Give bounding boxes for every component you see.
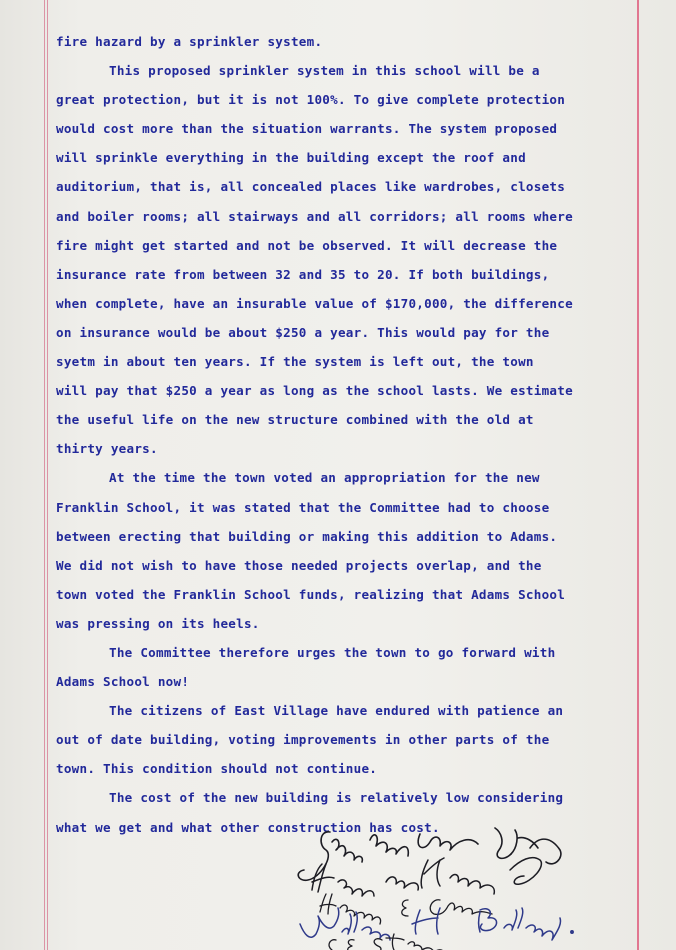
text-line: The citizens of East Village have endured with patience an bbox=[109, 703, 564, 719]
text-line: We did not wish to have those needed projects overlap, and the bbox=[56, 557, 542, 573]
signature-block bbox=[290, 820, 670, 950]
text-line: The cost of the new building is relatively low considering bbox=[109, 790, 564, 806]
signature-2 bbox=[312, 858, 541, 896]
text-line: town. This condition should not continue. bbox=[56, 761, 378, 777]
signature-5 bbox=[329, 934, 444, 950]
text-line: thirty years. bbox=[56, 441, 158, 457]
text-line: Franklin School, it was stated that the Committee had to choose bbox=[56, 499, 550, 515]
text-line: was pressing on its heels. bbox=[56, 615, 260, 631]
text-line: what we get and what other construction has cost. bbox=[56, 819, 440, 835]
text-line: fire might get started and not be observed. It will decrease the bbox=[56, 237, 558, 253]
signature-4 bbox=[300, 908, 573, 940]
text-line: and boiler rooms; all stairways and all corridors; all rooms where bbox=[56, 208, 573, 224]
text-line: Adams School now! bbox=[56, 674, 190, 690]
text-line: The Committee therefore urges the town to go forward with bbox=[109, 644, 556, 660]
text-line: the useful life on the new structure combined with the old at bbox=[56, 412, 534, 428]
text-line: town voted the Franklin School funds, realizing that Adams School bbox=[56, 586, 566, 602]
typewritten-body bbox=[56, 27, 656, 842]
text-line: syetm in about ten years. If the system is left out, the town bbox=[56, 354, 534, 370]
text-line: will sprinkle everything in the building except the roof and bbox=[56, 150, 526, 166]
text-line: great protection, but it is not 100%. To give complete protection bbox=[56, 92, 566, 108]
text-line: would cost more than the situation warrants. The system proposed bbox=[56, 121, 558, 137]
text-line: on insurance would be about $250 a year. This would pay for the bbox=[56, 324, 550, 340]
text-line: insurance rate from between 32 and 35 to 20. If both buildings, bbox=[56, 266, 550, 282]
signature-1 bbox=[298, 828, 561, 880]
text-line: This proposed sprinkler system in this school will be a bbox=[109, 63, 540, 79]
text-line: At the time the town voted an appropriation for the new bbox=[109, 470, 540, 486]
text-line: when complete, have an insurable value of $170,000, the difference bbox=[56, 295, 573, 311]
handwritten-signatures-image bbox=[290, 820, 670, 950]
text-line: will pay that $250 a year as long as the school lasts. We estimate bbox=[56, 383, 573, 399]
left-margin-rule bbox=[44, 0, 45, 950]
text-line: out of date building, voting improvements in other parts of the bbox=[56, 732, 550, 748]
signature-3 bbox=[320, 894, 492, 924]
left-margin-rule-inner bbox=[47, 0, 48, 950]
text-line: fire hazard by a sprinkler system. bbox=[56, 34, 323, 49]
text-line: between erecting that building or making this addition to Adams. bbox=[56, 528, 558, 544]
text-line: auditorium, that is, all concealed places like wardrobes, closets bbox=[56, 179, 566, 195]
